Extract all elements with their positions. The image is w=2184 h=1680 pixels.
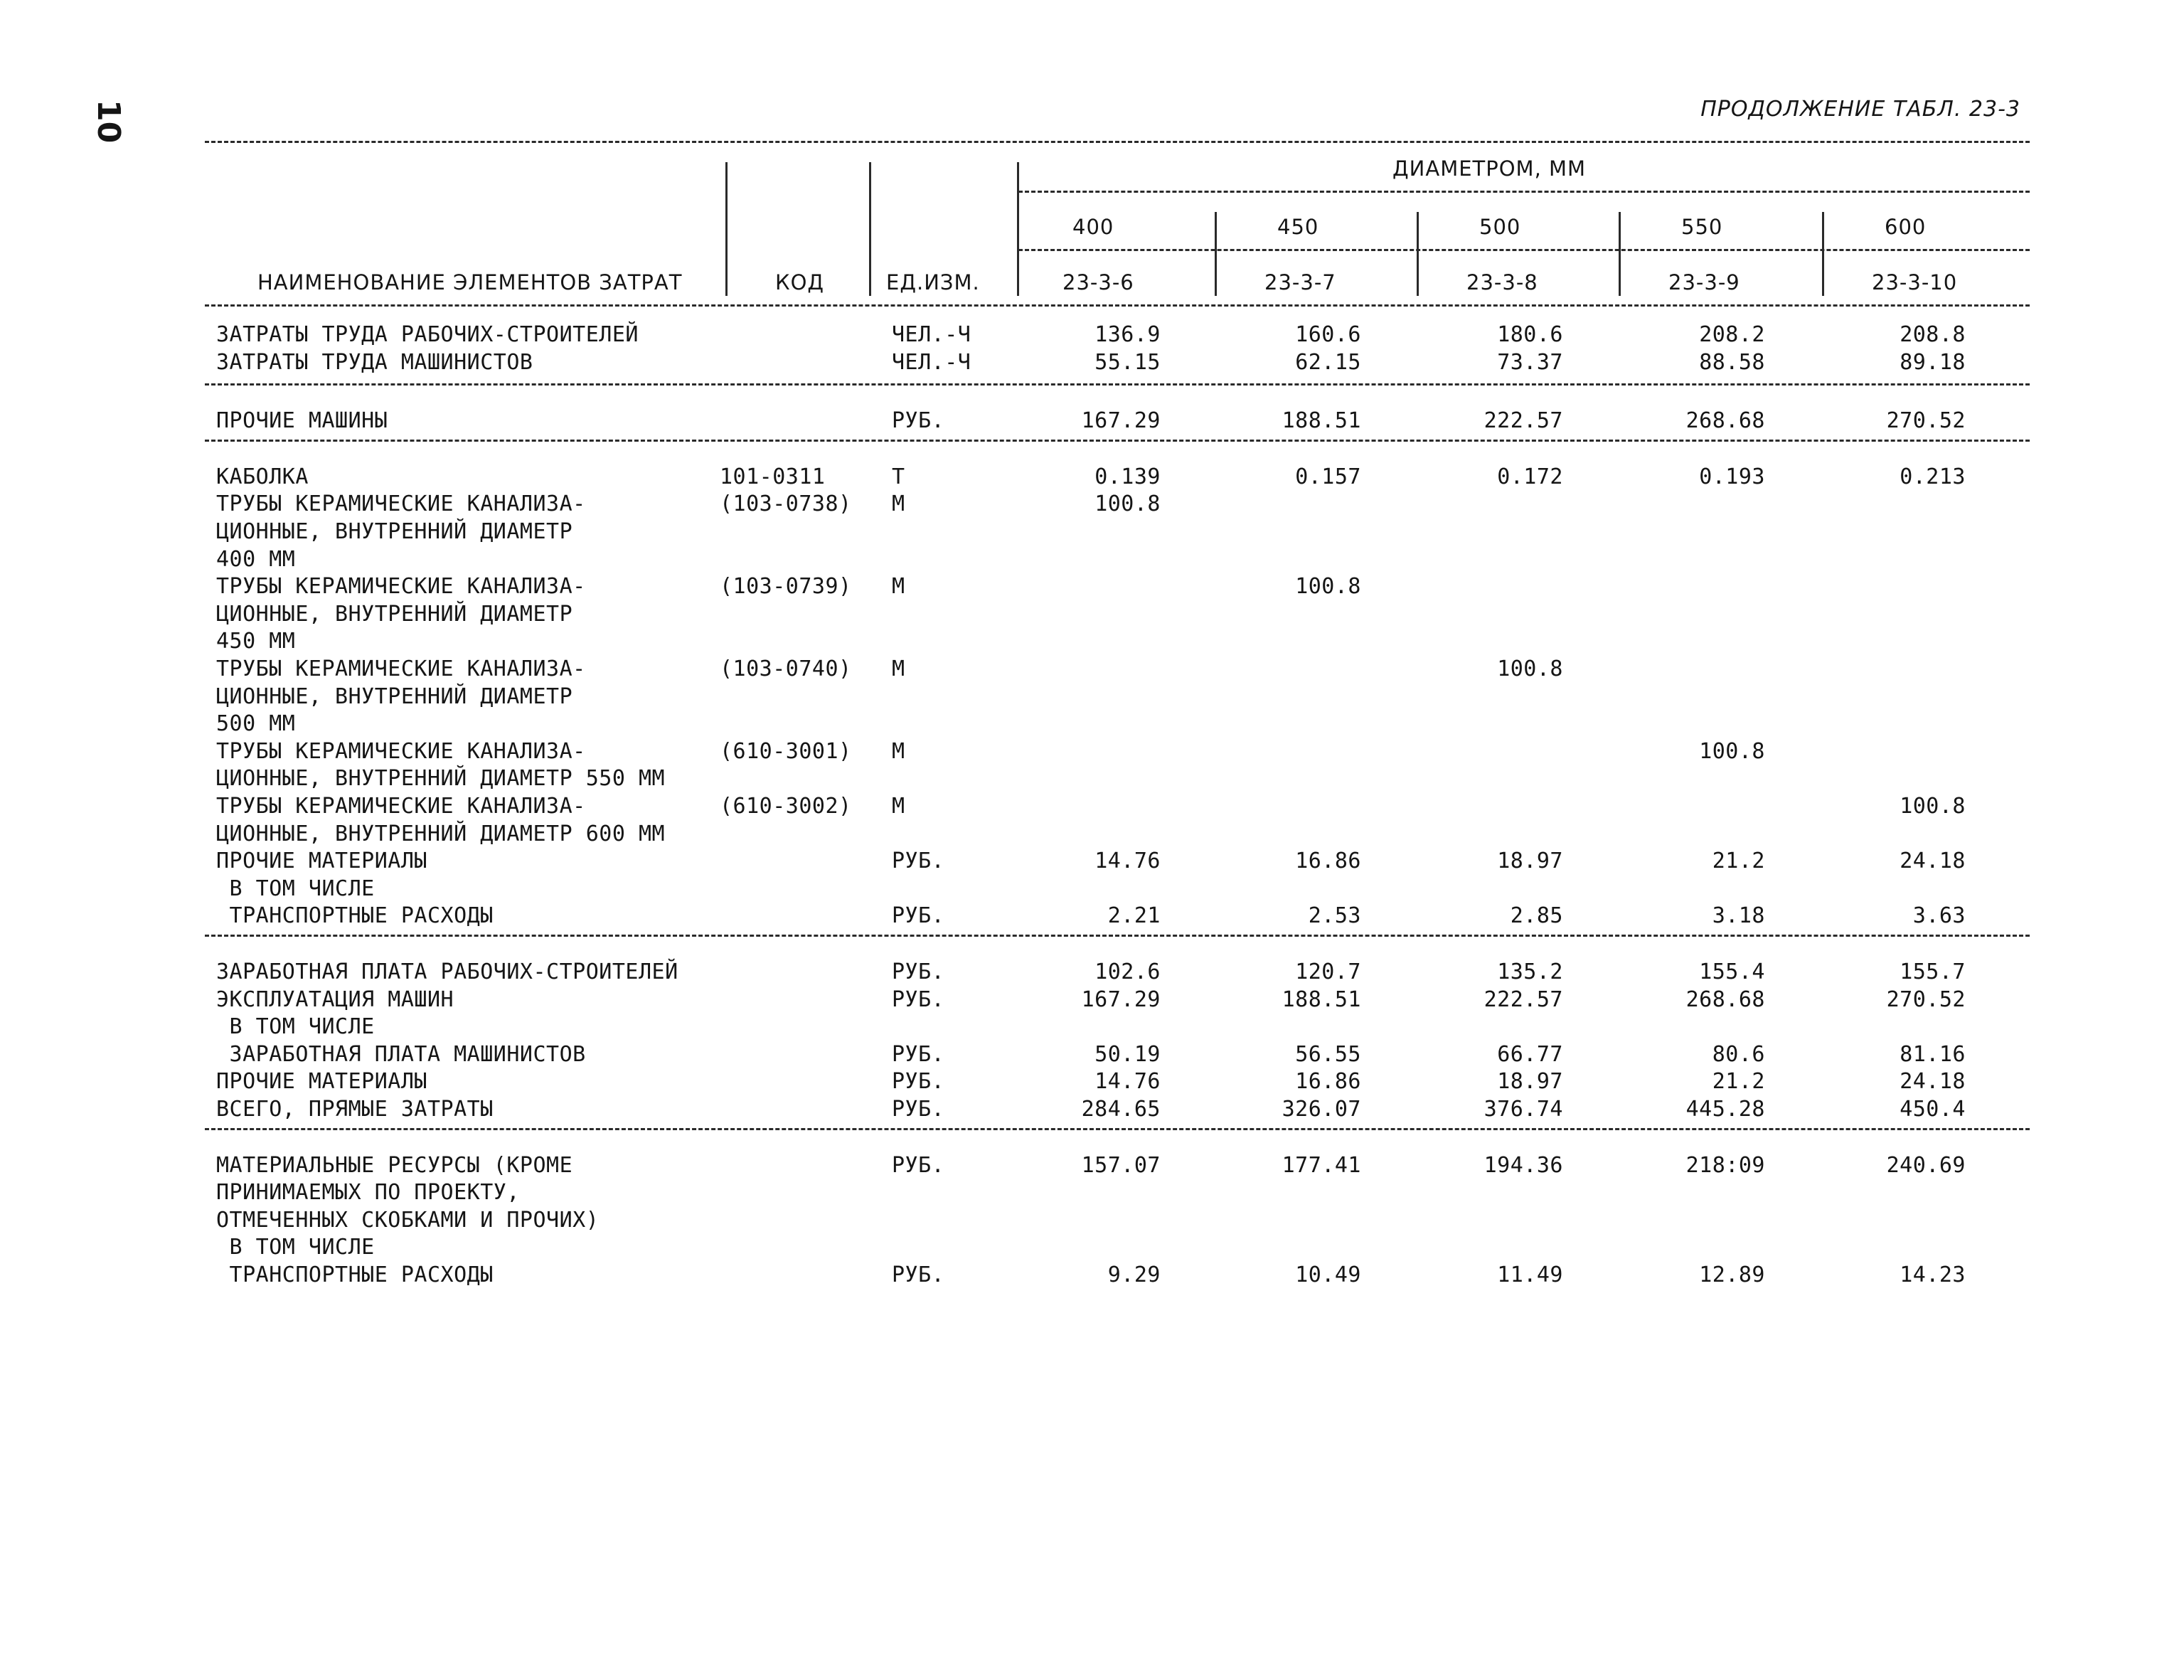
row-name: ЦИОННЫЕ, ВНУТРЕННИЙ ДИАМЕТР 550 ММ [216, 766, 666, 792]
row-name: ЗАТРАТЫ ТРУДА МАШИНИСТОВ [216, 349, 533, 375]
row-value: 188.51 [1282, 987, 1361, 1012]
row-code: (103-0738) [720, 491, 852, 517]
norm-code-1: 23-3-6 [1062, 270, 1134, 294]
column-separator [1417, 212, 1419, 296]
row-name: ЦИОННЫЕ, ВНУТРЕННИЙ ДИАМЕТР 600 ММ [216, 821, 666, 846]
row-value: 16.86 [1295, 1069, 1361, 1095]
row-unit: РУБ. [892, 1152, 945, 1178]
row-value: 11.49 [1497, 1262, 1563, 1287]
row-name: ПРИНИМАЕМЫХ ПО ПРОЕКТУ, [216, 1180, 520, 1206]
row-value: 0.213 [1900, 464, 1966, 489]
row-name: ТРАНСПОРТНЫЕ РАСХОДЫ [216, 1262, 494, 1287]
row-code: (103-0739) [720, 574, 852, 600]
row-unit: РУБ. [892, 1041, 945, 1067]
page-number: 10 [90, 100, 127, 144]
row-code: 101-0311 [720, 464, 826, 489]
row-unit: РУБ. [892, 959, 945, 984]
row-value: 157.07 [1081, 1152, 1161, 1178]
row-name: ВСЕГО, ПРЯМЫЕ ЗАТРАТЫ [216, 1097, 494, 1122]
column-separator [1619, 212, 1621, 296]
header-bottom-rule [205, 304, 2030, 307]
diameter-500: 500 [1479, 215, 1521, 239]
row-unit: М [892, 491, 905, 517]
row-unit: ЧЕЛ.-Ч [892, 322, 971, 347]
row-value: 18.97 [1497, 849, 1563, 874]
row-value: 0.139 [1094, 464, 1161, 489]
row-value: 102.6 [1094, 959, 1161, 984]
row-value: 218:09 [1685, 1152, 1765, 1178]
row-unit: РУБ. [892, 849, 945, 874]
row-value: 0.172 [1497, 464, 1563, 489]
row-value: 62.15 [1295, 349, 1361, 375]
row-value: 2.21 [1107, 903, 1161, 929]
row-name: ТРУБЫ КЕРАМИЧЕСКИЕ КАНАЛИЗА- [216, 738, 586, 764]
diameter-group-rule [1018, 191, 2030, 193]
row-unit: Т [892, 464, 905, 489]
row-value: 89.18 [1900, 349, 1966, 375]
row-value: 100.8 [1295, 574, 1361, 600]
column-separator [725, 162, 728, 296]
row-name: ЗАРАБОТНАЯ ПЛАТА РАБОЧИХ-СТРОИТЕЛЕЙ [216, 959, 678, 984]
row-value: 55.15 [1094, 349, 1161, 375]
name-column-header: НАИМЕНОВАНИЕ ЭЛЕМЕНТОВ ЗАТРАТ [257, 270, 683, 294]
row-value: 0.157 [1295, 464, 1361, 489]
row-name: ОТМЕЧЕННЫХ СКОБКАМИ И ПРОЧИХ) [216, 1207, 600, 1233]
row-unit: РУБ. [892, 987, 945, 1012]
row-unit: РУБ. [892, 408, 945, 434]
row-name: ТРАНСПОРТНЫЕ РАСХОДЫ [216, 903, 494, 929]
row-name: В ТОМ ЧИСЛЕ [216, 1235, 375, 1260]
row-unit: ЧЕЛ.-Ч [892, 349, 971, 375]
continuation-title: ПРОДОЛЖЕНИЕ ТАБЛ. 23-3 [1700, 97, 2020, 122]
row-value: 2.85 [1510, 903, 1563, 929]
row-value: 284.65 [1081, 1097, 1161, 1122]
table-top-rule [205, 141, 2030, 143]
row-value: 268.68 [1685, 408, 1765, 434]
section-rule [205, 383, 2030, 386]
row-value: 155.4 [1699, 959, 1765, 984]
row-name: 450 ММ [216, 629, 296, 654]
row-value: 80.6 [1712, 1041, 1765, 1067]
unit-column-header: ЕД.ИЗМ. [886, 270, 980, 294]
diameter-600: 600 [1885, 215, 1927, 239]
row-name: ЗАРАБОТНАЯ ПЛАТА МАШИНИСТОВ [216, 1041, 586, 1067]
row-value: 21.2 [1712, 849, 1765, 874]
row-unit: М [892, 656, 905, 681]
row-name: ПРОЧИЕ МАШИНЫ [216, 408, 388, 434]
norm-code-5: 23-3-10 [1872, 270, 1958, 294]
row-name: ТРУБЫ КЕРАМИЧЕСКИЕ КАНАЛИЗА- [216, 491, 586, 517]
row-name: В ТОМ ЧИСЛЕ [216, 876, 375, 901]
row-value: 450.4 [1900, 1097, 1966, 1122]
row-value: 160.6 [1295, 322, 1361, 347]
row-value: 188.51 [1282, 408, 1361, 434]
row-value: 81.16 [1900, 1041, 1966, 1067]
row-value: 9.29 [1107, 1262, 1161, 1287]
row-unit: М [892, 574, 905, 600]
row-value: 376.74 [1483, 1097, 1563, 1122]
row-value: 66.77 [1497, 1041, 1563, 1067]
column-separator [1822, 212, 1824, 296]
row-value: 180.6 [1497, 322, 1563, 347]
row-value: 268.68 [1685, 987, 1765, 1012]
row-value: 208.8 [1900, 322, 1966, 347]
row-name: ЦИОННЫЕ, ВНУТРЕННИЙ ДИАМЕТР [216, 684, 573, 709]
row-name: КАБОЛКА [216, 464, 309, 489]
row-value: 155.7 [1900, 959, 1966, 984]
diameter-400: 400 [1072, 215, 1114, 239]
row-value: 208.2 [1699, 322, 1765, 347]
row-value: 100.8 [1900, 794, 1966, 819]
row-value: 88.58 [1699, 349, 1765, 375]
diameter-group-label: ДИАМЕТРОМ, ММ [1392, 156, 1587, 181]
row-value: 14.76 [1094, 849, 1161, 874]
row-value: 3.18 [1712, 903, 1765, 929]
row-unit: М [892, 794, 905, 819]
row-value: 270.52 [1886, 408, 1966, 434]
row-name: ПРОЧИЕ МАТЕРИАЛЫ [216, 1069, 427, 1095]
row-name: МАТЕРИАЛЬНЫЕ РЕСУРСЫ (КРОМЕ [216, 1152, 573, 1178]
row-name: В ТОМ ЧИСЛЕ [216, 1014, 375, 1040]
row-value: 445.28 [1685, 1097, 1765, 1122]
row-name: ТРУБЫ КЕРАМИЧЕСКИЕ КАНАЛИЗА- [216, 656, 586, 681]
row-unit: М [892, 738, 905, 764]
row-value: 167.29 [1081, 408, 1161, 434]
row-unit: РУБ. [892, 1097, 945, 1122]
row-name: ТРУБЫ КЕРАМИЧЕСКИЕ КАНАЛИЗА- [216, 574, 586, 600]
row-name: ПРОЧИЕ МАТЕРИАЛЫ [216, 849, 427, 874]
row-value: 2.53 [1308, 903, 1361, 929]
diameter-450: 450 [1277, 215, 1319, 239]
norm-code-4: 23-3-9 [1668, 270, 1740, 294]
row-name: ЦИОННЫЕ, ВНУТРЕННИЙ ДИАМЕТР [216, 519, 573, 544]
row-value: 18.97 [1497, 1069, 1563, 1095]
code-row-rule [1018, 249, 2030, 251]
row-value: 100.8 [1497, 656, 1563, 681]
row-code: (610-3002) [720, 794, 852, 819]
row-code: (103-0740) [720, 656, 852, 681]
diameter-550: 550 [1681, 215, 1723, 239]
row-unit: РУБ. [892, 1069, 945, 1095]
row-value: 100.8 [1699, 738, 1765, 764]
row-value: 12.89 [1699, 1262, 1765, 1287]
row-name: ЦИОННЫЕ, ВНУТРЕННИЙ ДИАМЕТР [216, 601, 573, 627]
column-separator [1017, 162, 1019, 296]
norm-code-2: 23-3-7 [1264, 270, 1336, 294]
row-name: 500 ММ [216, 711, 296, 737]
column-separator [869, 162, 871, 296]
section-rule [205, 440, 2030, 442]
row-value: 177.41 [1282, 1152, 1361, 1178]
row-name: ЭКСПЛУАТАЦИЯ МАШИН [216, 987, 454, 1012]
row-value: 270.52 [1886, 987, 1966, 1012]
section-rule [205, 935, 2030, 937]
row-value: 24.18 [1900, 1069, 1966, 1095]
row-unit: РУБ. [892, 903, 945, 929]
row-value: 0.193 [1699, 464, 1765, 489]
row-value: 24.18 [1900, 849, 1966, 874]
row-value: 14.76 [1094, 1069, 1161, 1095]
row-value: 222.57 [1483, 987, 1563, 1012]
code-column-header: КОД [775, 270, 825, 294]
row-value: 326.07 [1282, 1097, 1361, 1122]
row-value: 135.2 [1497, 959, 1563, 984]
row-value: 14.23 [1900, 1262, 1966, 1287]
section-rule [205, 1128, 2030, 1130]
row-value: 194.36 [1483, 1152, 1563, 1178]
row-unit: РУБ. [892, 1262, 945, 1287]
row-code: (610-3001) [720, 738, 852, 764]
row-value: 56.55 [1295, 1041, 1361, 1067]
row-value: 3.63 [1912, 903, 1966, 929]
row-value: 222.57 [1483, 408, 1563, 434]
row-value: 10.49 [1295, 1262, 1361, 1287]
row-value: 167.29 [1081, 987, 1161, 1012]
norm-code-3: 23-3-8 [1466, 270, 1538, 294]
row-name: ЗАТРАТЫ ТРУДА РАБОЧИХ-СТРОИТЕЛЕЙ [216, 322, 639, 347]
column-separator [1215, 212, 1217, 296]
row-value: 16.86 [1295, 849, 1361, 874]
row-name: ТРУБЫ КЕРАМИЧЕСКИЕ КАНАЛИЗА- [216, 794, 586, 819]
row-value: 73.37 [1497, 349, 1563, 375]
row-value: 100.8 [1094, 491, 1161, 517]
row-value: 120.7 [1295, 959, 1361, 984]
row-value: 240.69 [1886, 1152, 1966, 1178]
row-name: 400 ММ [216, 546, 296, 572]
row-value: 21.2 [1712, 1069, 1765, 1095]
row-value: 136.9 [1094, 322, 1161, 347]
row-value: 50.19 [1094, 1041, 1161, 1067]
